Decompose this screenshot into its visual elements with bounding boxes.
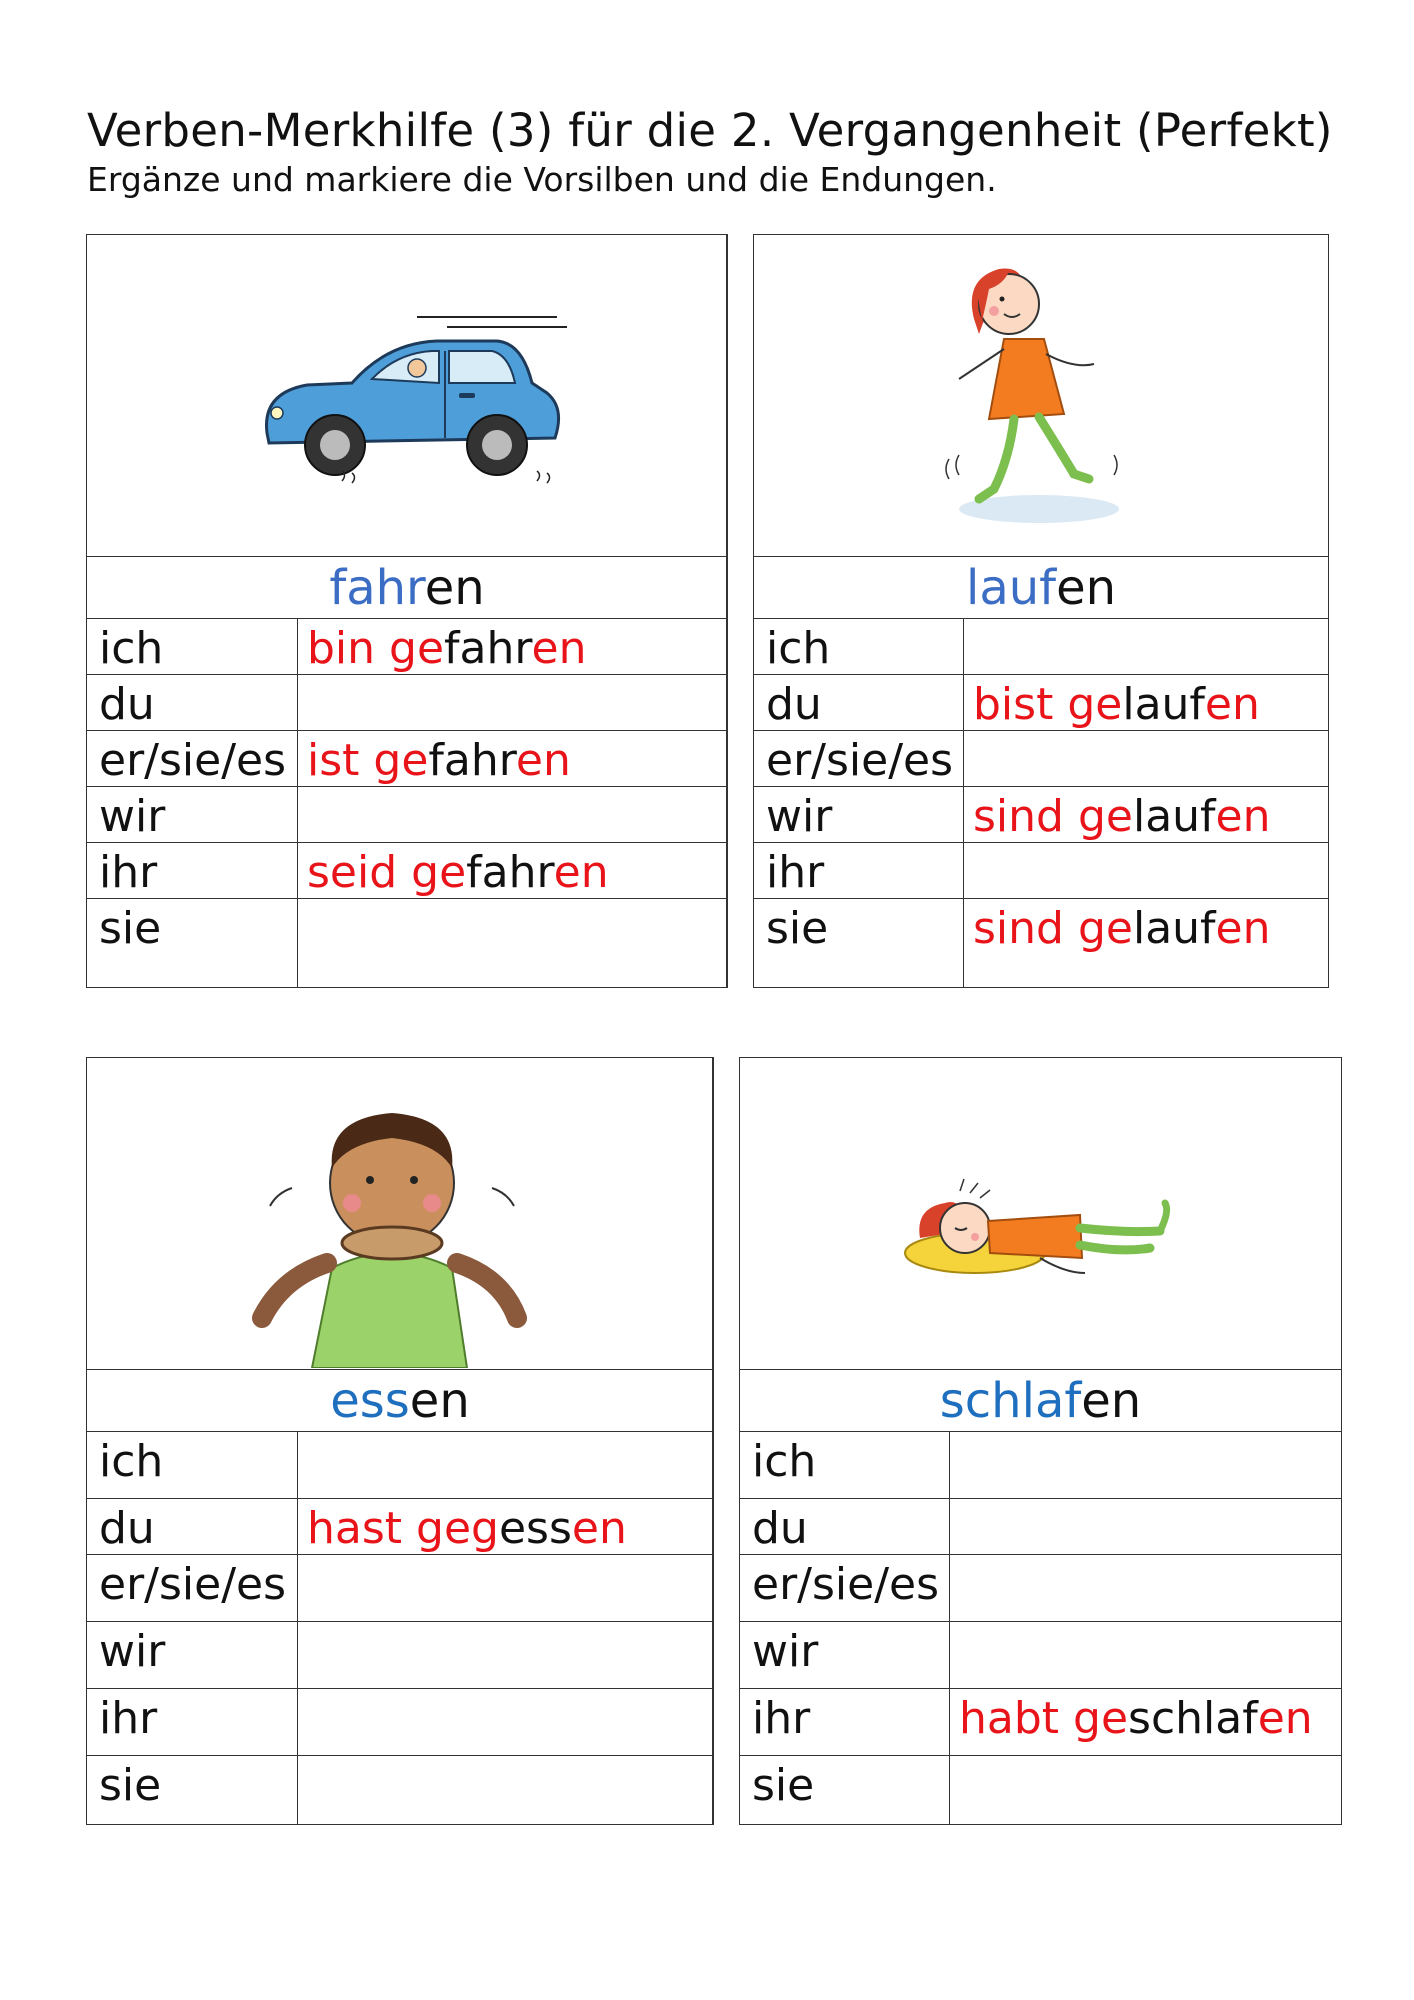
table-row	[754, 843, 1328, 899]
verb-panel-fahren	[86, 234, 728, 988]
participle-ending: en	[571, 1503, 627, 1554]
pronoun-cell: ich	[99, 1436, 164, 1487]
answer-cell[interactable]	[973, 903, 1271, 954]
participle-stem: ess	[498, 1503, 572, 1554]
pronoun-cell: ich	[99, 623, 164, 674]
table-row	[740, 1622, 1341, 1689]
picture-area	[87, 1058, 713, 1370]
participle-ending: en	[1257, 1693, 1313, 1744]
pronoun-cell: er/sie/es	[99, 1559, 287, 1610]
answer-cell[interactable]	[307, 1503, 627, 1554]
verb-stem: lauf	[965, 560, 1057, 616]
pronoun-cell: wir	[99, 791, 166, 842]
answer-cell[interactable]	[307, 623, 586, 674]
table-row	[754, 731, 1328, 787]
participle-stem: fahr	[444, 623, 532, 674]
participle-stem: fahr	[428, 735, 516, 786]
table-row	[754, 619, 1328, 675]
verb-stem: fahr	[329, 560, 425, 616]
conjugation-table	[87, 619, 727, 987]
pronoun-cell: sie	[766, 903, 829, 954]
table-row	[754, 899, 1328, 987]
verb-ending: en	[424, 560, 485, 616]
pronoun-cell: sie	[99, 903, 162, 954]
table-row	[87, 1432, 713, 1499]
pronoun-cell: er/sie/es	[752, 1559, 940, 1610]
table-row	[87, 731, 727, 787]
table-row	[87, 899, 727, 987]
participle-stem: schlaf	[1128, 1693, 1258, 1744]
verb-ending: en	[1056, 560, 1117, 616]
participle-ending: en	[1204, 679, 1260, 730]
verb-stem: schlaf	[939, 1373, 1082, 1429]
picture-area	[754, 235, 1328, 557]
car-icon	[247, 313, 567, 488]
answer-cell[interactable]	[307, 735, 571, 786]
participle-ending: en	[515, 735, 571, 786]
pronoun-cell: wir	[752, 1626, 819, 1677]
page-title: Verben-Merkhilfe (3) für die 2. Vergangenheit (Perfekt)	[87, 104, 1333, 157]
auxiliary-verb: hast	[307, 1503, 403, 1554]
table-row	[87, 619, 727, 675]
participle-ending: en	[1215, 903, 1271, 954]
picture-area	[87, 235, 727, 557]
table-row	[87, 1622, 713, 1689]
verb-stem: ess	[330, 1373, 410, 1429]
pronoun-cell: er/sie/es	[766, 735, 954, 786]
auxiliary-verb: seid	[307, 847, 398, 898]
verb-infinitive	[87, 1370, 713, 1432]
auxiliary-verb: ist	[307, 735, 360, 786]
table-row	[87, 1499, 713, 1555]
table-row	[740, 1499, 1341, 1555]
table-row	[740, 1689, 1341, 1756]
auxiliary-verb: habt	[959, 1693, 1060, 1744]
pronoun-cell: ich	[766, 623, 831, 674]
conjugation-table	[754, 619, 1328, 987]
pronoun-cell: ihr	[766, 847, 825, 898]
participle-ending: en	[1215, 791, 1271, 842]
participle-prefix: ge	[1067, 679, 1123, 730]
table-row	[754, 787, 1328, 843]
participle-stem: fahr	[466, 847, 554, 898]
table-row	[740, 1432, 1341, 1499]
participle-prefix: ge	[373, 735, 429, 786]
pronoun-cell: ich	[752, 1436, 817, 1487]
auxiliary-verb: sind	[973, 791, 1064, 842]
pronoun-cell: du	[752, 1503, 808, 1554]
participle-prefix: geg	[416, 1503, 499, 1554]
table-row	[754, 675, 1328, 731]
auxiliary-verb: sind	[973, 903, 1064, 954]
pronoun-cell: er/sie/es	[99, 735, 287, 786]
auxiliary-verb: bin	[307, 623, 376, 674]
verb-infinitive	[740, 1370, 1341, 1432]
participle-prefix: ge	[1077, 903, 1133, 954]
verb-panel-essen	[86, 1057, 714, 1825]
answer-cell[interactable]	[307, 847, 609, 898]
conjugation-table	[87, 1432, 713, 1824]
page-subtitle: Ergänze und markiere die Vorsilben und die Endungen.	[87, 160, 997, 199]
eating-boy-icon	[252, 1098, 532, 1368]
panel-divider-bottom	[712, 1057, 740, 1825]
pronoun-cell: wir	[766, 791, 833, 842]
walking-girl-icon	[934, 259, 1134, 529]
participle-ending: en	[553, 847, 609, 898]
picture-area	[740, 1058, 1341, 1370]
table-row	[87, 1555, 713, 1622]
verb-infinitive	[87, 557, 727, 619]
table-row	[87, 1756, 713, 1826]
answer-cell[interactable]	[973, 679, 1260, 730]
table-row	[740, 1555, 1341, 1622]
answer-cell[interactable]	[959, 1693, 1313, 1744]
participle-prefix: ge	[411, 847, 467, 898]
verb-panel-laufen	[753, 234, 1329, 988]
pronoun-cell: wir	[99, 1626, 166, 1677]
verb-panel-schlafen	[739, 1057, 1342, 1825]
panel-divider-top	[726, 234, 754, 988]
participle-prefix: ge	[389, 623, 445, 674]
table-row	[740, 1756, 1341, 1826]
table-row	[87, 843, 727, 899]
pronoun-cell: du	[99, 679, 155, 730]
verb-ending: en	[409, 1373, 470, 1429]
participle-stem: lauf	[1132, 903, 1216, 954]
sleeping-girl-icon	[880, 1173, 1180, 1293]
pronoun-cell: ihr	[99, 847, 158, 898]
auxiliary-verb: bist	[973, 679, 1054, 730]
participle-ending: en	[531, 623, 587, 674]
answer-cell[interactable]	[973, 791, 1271, 842]
pronoun-cell: du	[99, 1503, 155, 1554]
pronoun-cell: ihr	[752, 1693, 811, 1744]
participle-prefix: ge	[1073, 1693, 1129, 1744]
table-row	[87, 1689, 713, 1756]
pronoun-cell: du	[766, 679, 822, 730]
pronoun-cell: ihr	[99, 1693, 158, 1744]
pronoun-cell: sie	[752, 1760, 815, 1811]
table-row	[87, 675, 727, 731]
verb-infinitive	[754, 557, 1328, 619]
pronoun-cell: sie	[99, 1760, 162, 1811]
conjugation-table	[740, 1432, 1341, 1824]
participle-stem: lauf	[1122, 679, 1205, 730]
verb-ending: en	[1081, 1373, 1142, 1429]
table-row	[87, 787, 727, 843]
participle-stem: lauf	[1132, 791, 1216, 842]
participle-prefix: ge	[1077, 791, 1133, 842]
